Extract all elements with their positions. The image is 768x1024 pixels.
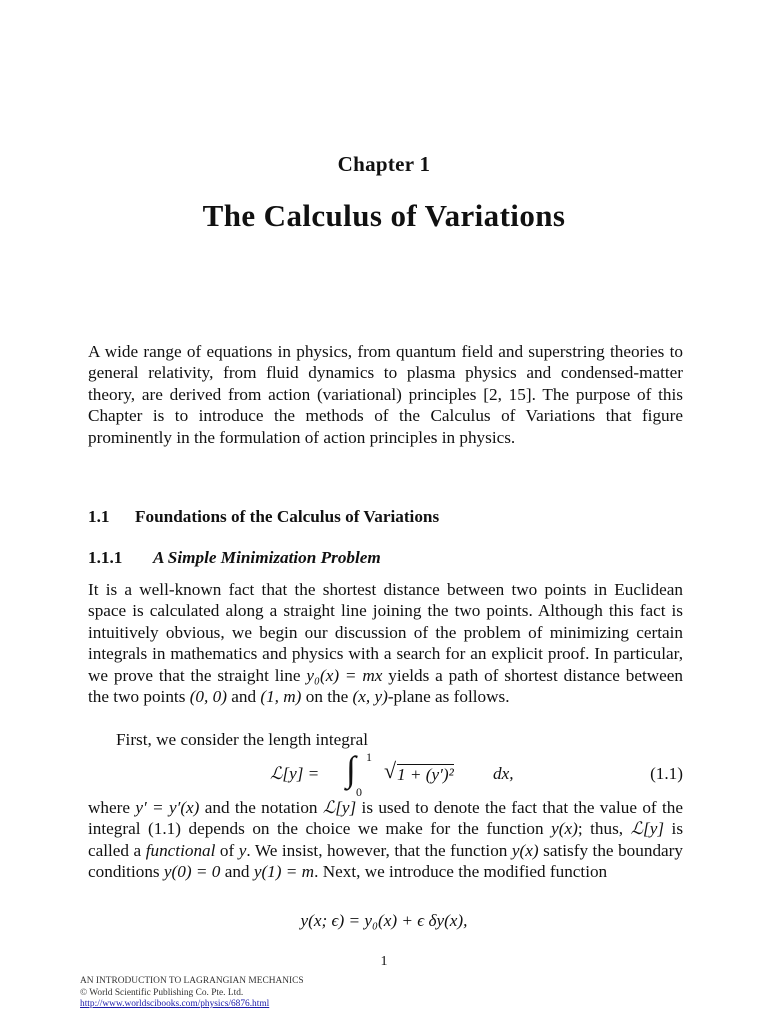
chapter-label: Chapter 1 bbox=[337, 152, 431, 176]
integral-upper-limit: 1 bbox=[366, 750, 372, 764]
equation-1-1 bbox=[88, 749, 683, 802]
equation-number: (1.1) bbox=[650, 764, 683, 783]
inline-math: y₀(x) = mx bbox=[306, 665, 383, 685]
inline-math: (x, y) bbox=[352, 687, 388, 707]
section-number: 1.1 bbox=[88, 507, 110, 526]
footer bbox=[80, 976, 480, 1011]
body-paragraph-3: where y′ = y′(x) and the notation ℒ[y] is used to denote the fact that the value of the integral (1.1) depends on the choice we make for the function y(x); thus, ℒ[y] is called a functional of y. We insist, however, that the function y(x) satisfy the boundary conditions y(0) = 0 and y(1) = m. Next, we introduce the modified function bbox=[88, 798, 684, 882]
equation-lhs: ℒ[y] = bbox=[270, 764, 320, 783]
inline-math: (0, 0) bbox=[189, 687, 227, 707]
footer-link[interactable]: http://www.worldscibooks.com/physics/6876.html bbox=[80, 999, 270, 1009]
inline-math: (1, m) bbox=[260, 687, 302, 707]
subsection-number: 1.1.1 bbox=[88, 548, 123, 567]
page-number: 1 bbox=[380, 954, 388, 969]
footer-book-title: AN INTRODUCTION TO LAGRANGIAN MECHANICS bbox=[80, 976, 304, 986]
body-paragraph-1: It is a well-known fact that the shortest distance between two points in Euclidean space is calculated along a straight line joining the two points. Although this fact is intuitively obvious, we begin our discussion of the problem of minimizing certain integrals in mathematics and physics with a search for an explicit proof. In particular, we prove that the straight line y₀(x) = mx yields a path of shortest distance between the two points (0, 0) and (1, m) on the (x, y)-plane as follows. bbox=[88, 580, 683, 707]
body-paragraph-2: First, we consider the length integral bbox=[116, 730, 369, 749]
subsection-title: A Simple Minimization Problem bbox=[153, 548, 381, 567]
section-heading bbox=[88, 507, 688, 527]
differential: dx, bbox=[493, 764, 514, 783]
chapter-title: The Calculus of Variations bbox=[202, 198, 566, 233]
footer-copyright: © World Scientific Publishing Co. Pte. Ltd. bbox=[80, 987, 244, 998]
intro-paragraph: A wide range of equations in physics, from quantum field and superstring theories to general relativity, from fluid dynamics to plasma physics and condensed-matter theory, are derived from action (variational) principles [2, 15]. The purpose of this Chapter is to introduce the methods of the Calculus of Variations that figure prominently in the formulation of action principles in physics. bbox=[88, 342, 683, 447]
section-title: Foundations of the Calculus of Variations bbox=[135, 507, 440, 526]
integral-lower-limit: 0 bbox=[356, 785, 362, 799]
emphasis: functional bbox=[145, 840, 216, 860]
square-root-sign: √ bbox=[384, 758, 397, 783]
equation-modified-function: y(x; ϵ) = y₀(x) + ϵ δy(x), bbox=[300, 911, 468, 930]
subsection-heading bbox=[88, 548, 688, 568]
radicand: 1 + (y′)² bbox=[397, 765, 454, 784]
integral-sign: ∫ bbox=[346, 749, 356, 789]
